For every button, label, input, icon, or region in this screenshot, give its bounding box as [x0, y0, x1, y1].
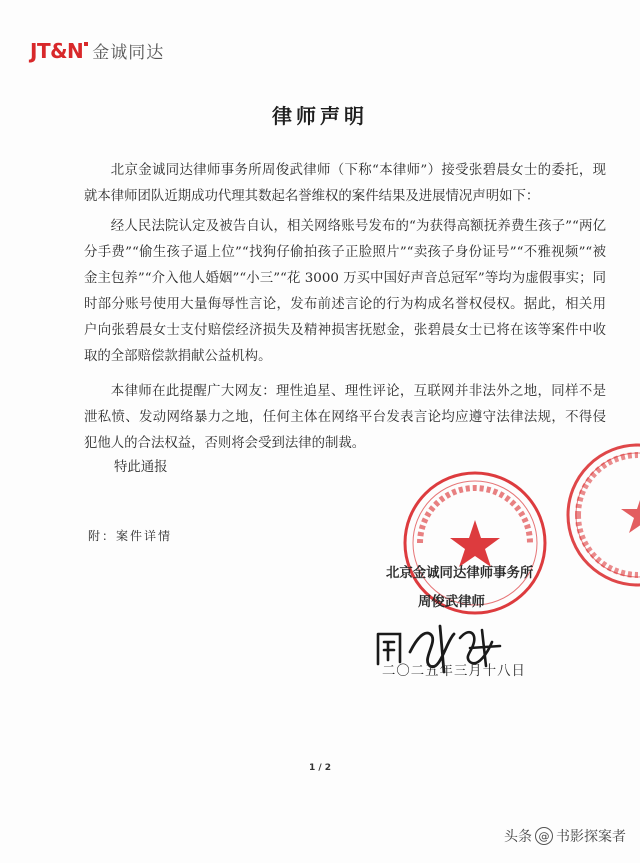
signing-date: 二〇二五年三月十八日	[382, 664, 526, 679]
logo-dot-icon	[84, 42, 88, 46]
at-icon: @	[535, 827, 553, 845]
lawyer-name: 周俊武律师	[418, 594, 485, 610]
second-seal-icon	[560, 430, 640, 600]
paragraph-intro: 北京金诚同达律师事务所周俊武律师（下称“本律师”）接受张碧晨女士的委托，现就本律师团队近期成功代理其数起名誉维权的案件结果及进展情况声明如下：	[84, 163, 606, 204]
watermark-handle: 书影探案者	[556, 829, 626, 845]
paragraph-reminder: 本律师在此提醒广大网友：理性追星、理性评论，互联网并非法外之地，同样不是泄私愤、发动网络暴力之地，任何主体在网络平台发表言论均应遵守法律法规，不得侵犯他人的合法权益，否则将会受到法律的制裁。	[84, 384, 606, 451]
page-number: 1 / 2	[308, 763, 332, 773]
document-title: 律师声明	[272, 104, 368, 128]
firm-logo	[30, 38, 164, 63]
paragraph-findings: 经人民法院认定及被告自认，相关网络账号发布的“为获得高额抚养费生孩子”“两亿分手费”“偷生孩子逼上位”“找狗仔偷拍孩子正脸照片”“卖孩子身份证号”“不雅视频”“被金主包养”“介入他人婚姻”“小三”“花 3000 万买中国好声音总冠军”等均为虚假事实；同时部分账号使用大量侮辱性言论，发布前述言论的行为构成名誉权侵权。据此，相关用户向张碧晨女士支付赔偿经济损失及精神损害抚慰金，张碧晨女士已将在该等案件中收取的全部赔偿款捐献公益机构。	[84, 219, 606, 364]
logo-mark: JT&N	[30, 39, 84, 63]
source-watermark	[504, 826, 626, 846]
watermark-prefix: 头条	[504, 829, 532, 845]
closing-line: 特此通报	[114, 460, 168, 475]
firm-name: 北京金诚同达律师事务所	[386, 565, 534, 581]
annex-line: 附：案件详情	[88, 529, 173, 543]
logo-name: 金诚同达	[92, 43, 165, 63]
